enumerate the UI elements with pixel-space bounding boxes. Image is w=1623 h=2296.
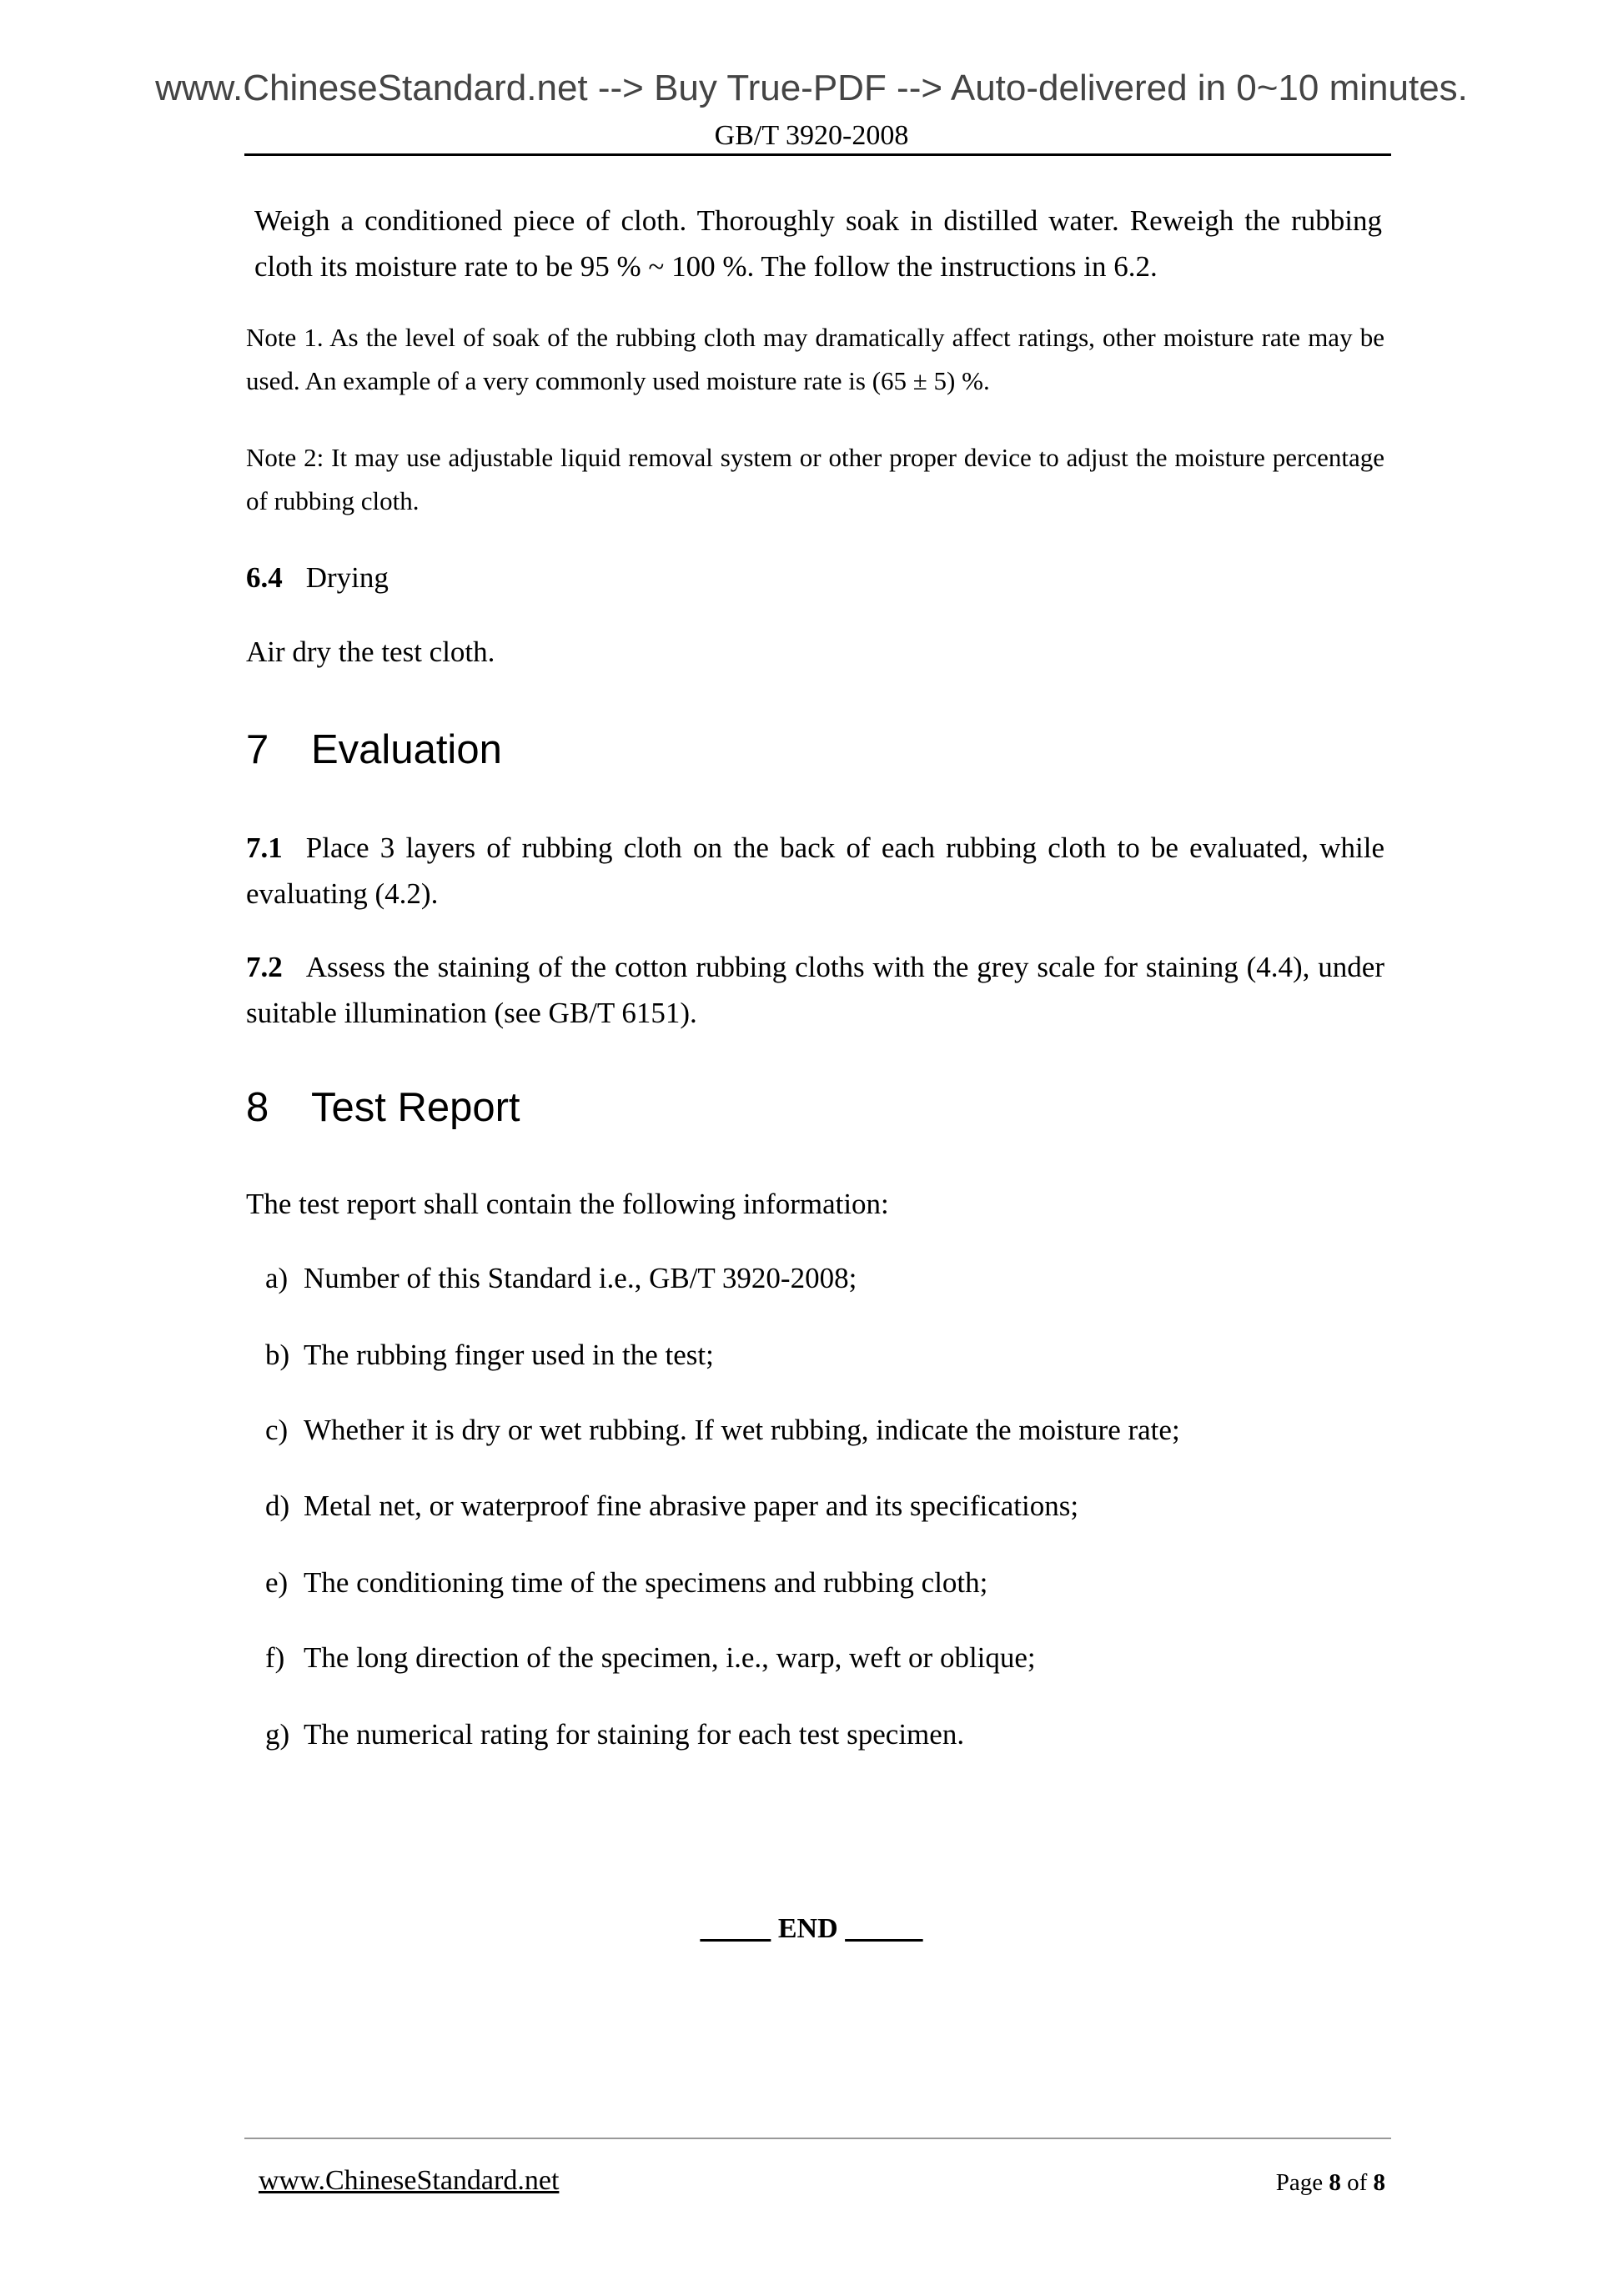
footer-website-link[interactable]: www.ChineseStandard.net [259,2165,560,2196]
clause-title: Drying [305,561,389,594]
page-number [1276,2166,1385,2199]
clause-7-2 [246,944,1384,1036]
clause-number: 7.1 [246,831,283,864]
section-heading-test-report [246,1083,520,1133]
note-2: Note 2: It may use adjustable liquid removal system or other proper device to adjust the moisture percentage of rubbing cloth. [246,443,1384,515]
list-label: f) [265,1641,285,1674]
clause-number: 6.4 [246,561,283,594]
list-item [265,1714,964,1756]
clause-6-4-heading [246,555,1384,600]
section-title: Evaluation [311,727,502,772]
section-number: 7 [246,727,269,772]
clause-number: 7.2 [246,951,283,983]
end-label: END [777,1913,838,1944]
paragraph: Weigh a conditioned piece of cloth. Thoroughly soak in distilled water. Reweigh the rubbing cloth its moisture rate to be 95 % ~ 100 %. The follow the instructions in 6.2. [254,204,1382,283]
clause-7-1 [246,825,1384,917]
list-text: The conditioning time of the specimens and rubbing cloth; [304,1566,988,1599]
header-divider [244,153,1391,156]
paragraph: Air dry the test cloth. [246,636,495,668]
clause-text: Assess the staining of the cotton rubbing cloths with the grey scale for staining (4.4), under suitable illumination (see GB/T 6151). [246,951,1384,1029]
document-id: GB/T 3920-2008 [714,120,909,151]
end-marker [0,1910,1623,1948]
paragraph: The test report shall contain the following information: [246,1188,889,1220]
list-text: Metal net, or waterproof fine abrasive paper and its specifications; [304,1490,1079,1522]
list-label: e) [265,1566,289,1599]
list-label: g) [265,1718,290,1751]
list-label: c) [265,1414,289,1446]
list-label: a) [265,1262,289,1294]
list-item [265,1485,1078,1527]
list-item [265,1409,1180,1451]
list-text: The numerical rating for staining for each test specimen. [304,1718,965,1751]
section-number: 8 [246,1085,269,1130]
section-heading-evaluation [246,725,502,775]
section-title: Test Report [311,1085,520,1130]
list-text: Whether it is dry or wet rubbing. If wet rubbing, indicate the moisture rate; [304,1414,1180,1446]
banner-text: www.ChineseStandard.net --> Buy True-PDF --> Auto-delivered in 0~10 minutes. [155,68,1468,108]
note-1: Note 1. As the level of soak of the rubbing cloth may dramatically affect ratings, other moisture rate may be used. An example of a very commonly used moisture rate is (65 ± 5) %. [246,323,1384,395]
list-item [265,1334,714,1376]
list-item [265,1258,857,1299]
footer-divider [244,2138,1391,2139]
list-item [265,1562,987,1604]
list-label: b) [265,1339,290,1371]
page-of: of [1347,2169,1368,2196]
list-text: The rubbing finger used in the test; [304,1339,714,1371]
page-prefix: Page [1275,2169,1324,2196]
list-label: d) [265,1490,290,1522]
list-item [265,1637,1036,1679]
current-page: 8 [1329,2169,1341,2196]
list-text: The long direction of the specimen, i.e., warp, weft or oblique; [304,1641,1036,1674]
list-text: Number of this Standard i.e., GB/T 3920-2008; [304,1262,857,1294]
clause-text: Place 3 layers of rubbing cloth on the back of each rubbing cloth to be evaluated, while evaluating (4.2). [246,831,1384,910]
total-pages: 8 [1373,2169,1385,2196]
